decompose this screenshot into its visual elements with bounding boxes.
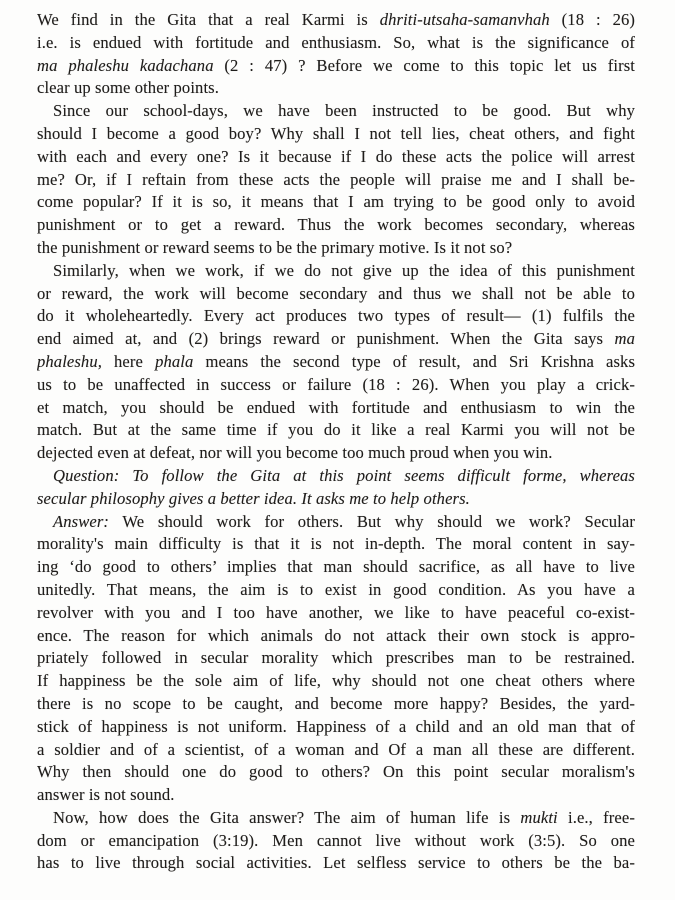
text-line bbox=[37, 739, 635, 762]
text-line bbox=[37, 625, 635, 648]
text-line bbox=[37, 670, 635, 693]
text-line bbox=[37, 328, 635, 351]
text-line bbox=[37, 237, 635, 260]
italic-text-segment: phaleshu, bbox=[37, 351, 102, 371]
italic-text-segment: Question: To follow the Gita at this point seems difficult forme, whereas bbox=[53, 465, 635, 485]
text-line bbox=[37, 397, 635, 420]
text-line bbox=[37, 488, 635, 511]
text-line bbox=[37, 579, 635, 602]
text-segment: If happiness be the sole aim of life, why should not one cheat others where bbox=[37, 671, 635, 691]
text-segment: the punishment or reward seems to be the primary motive. Is it not so? bbox=[37, 237, 513, 257]
text-segment: We find in the Gita that a real Karmi is bbox=[37, 10, 380, 29]
italic-text-segment: mukti bbox=[520, 807, 558, 827]
text-line bbox=[37, 283, 635, 306]
text-segment: (2 : 47) ? Before we come to this topic let us first bbox=[213, 55, 635, 75]
paragraph bbox=[37, 465, 635, 511]
text-line bbox=[37, 602, 635, 625]
italic-text-segment: phala bbox=[155, 351, 194, 371]
text-line bbox=[37, 77, 635, 100]
text-segment: clear up some other points. bbox=[37, 78, 219, 98]
text-segment: come popular? If it is so, it means that I am trying to be good only to avoid bbox=[37, 192, 635, 212]
text-segment: Why then should one do good to others? On this point secular moralism's bbox=[37, 762, 635, 782]
text-segment: Similarly, when we work, if we do not give up the idea of this punishment bbox=[53, 260, 635, 280]
text-segment: dom or emancipation (3:19). Men cannot live without work (3:5). So one bbox=[37, 830, 635, 850]
text-segment: i.e. is endued with fortitude and enthusiasm. So, what is the significance of bbox=[37, 32, 635, 52]
text-line bbox=[37, 830, 635, 853]
text-segment: do it wholeheartedly. Every act produces two types of result— (1) fulfils the bbox=[37, 306, 635, 326]
text-segment: ing ‘do good to others’ implies that man should sacrifice, as all have to live bbox=[37, 557, 635, 577]
text-segment: Since our school-days, we have been instructed to be good. But why bbox=[53, 101, 635, 121]
text-line bbox=[37, 123, 635, 146]
text-line bbox=[37, 351, 635, 374]
paragraph bbox=[37, 260, 635, 465]
text-segment: stick of happiness is not uniform. Happiness of a child and an old man that of bbox=[37, 716, 635, 736]
text-segment: unitedly. That means, the aim is to exist in good condition. As you have a bbox=[37, 579, 635, 599]
italic-text-segment: ma phaleshu kadachana bbox=[37, 55, 214, 75]
text-segment: with each and every one? Is it because if I do these acts the police will arrest bbox=[37, 146, 635, 166]
text-line bbox=[37, 419, 635, 442]
text-segment: punishment or to get a reward. Thus the work becomes secondary, whereas bbox=[37, 215, 635, 235]
text-segment: priately followed in secular morality which prescribes man to be restrained. bbox=[37, 648, 635, 668]
text-line bbox=[37, 716, 635, 739]
italic-text-segment: Answer: bbox=[53, 511, 110, 531]
text-line bbox=[37, 191, 635, 214]
text-line bbox=[37, 32, 635, 55]
text-line bbox=[37, 465, 635, 488]
text-line bbox=[37, 100, 635, 123]
text-segment: morality's main difficulty is that it is not in-depth. The moral content in say- bbox=[37, 534, 635, 554]
text-line bbox=[37, 556, 635, 579]
text-segment: us to be unaffected in success or failure (18 : 26). When you play a crick- bbox=[37, 374, 635, 394]
text-segment: match. But at the same time if you do it like a real Karmi you will not be bbox=[37, 420, 635, 440]
text-segment: end aimed at, and (2) brings reward or punishment. When the Gita says bbox=[37, 329, 615, 349]
paragraph bbox=[37, 807, 635, 875]
text-line bbox=[37, 146, 635, 169]
italic-text-segment: ma bbox=[614, 329, 635, 349]
page-text bbox=[37, 9, 635, 875]
paragraph bbox=[37, 9, 635, 100]
text-segment: there is no scope to be caught, and become more happy? Besides, the yard- bbox=[37, 693, 635, 713]
text-segment: dejected even at defeat, nor will you become too much proud when you win. bbox=[37, 443, 553, 463]
text-segment: here bbox=[101, 351, 156, 371]
text-line bbox=[37, 784, 635, 807]
text-segment: i.e., free- bbox=[557, 807, 635, 827]
text-segment: et match, you should be endued with fortitude and enthusiasm to win the bbox=[37, 397, 635, 417]
text-line bbox=[37, 852, 635, 875]
text-segment: We should work for others. But why should we work? Secular bbox=[109, 511, 635, 531]
text-segment: should I become a good boy? Why shall I not tell lies, cheat others, and fight bbox=[37, 123, 635, 143]
paragraph bbox=[37, 100, 635, 260]
text-line bbox=[37, 260, 635, 283]
text-line bbox=[37, 807, 635, 830]
text-segment: me? Or, if I reftain from these acts the people will praise me and I shall be- bbox=[37, 169, 635, 189]
text-segment: Now, how does the Gita answer? The aim of human life is bbox=[53, 807, 521, 827]
text-line bbox=[37, 9, 635, 32]
italic-text-segment: dhriti-utsaha-samanvhah bbox=[379, 10, 550, 29]
text-line bbox=[37, 374, 635, 397]
text-line bbox=[37, 511, 635, 534]
text-line bbox=[37, 533, 635, 556]
text-segment: has to live through social activities. Let selfless service to others be the ba- bbox=[37, 853, 635, 873]
text-line bbox=[37, 214, 635, 237]
text-segment: a soldier and of a scientist, of a woman and Of a man all these are different. bbox=[37, 739, 635, 759]
text-segment: ence. The reason for which animals do not attack their own stock is appro- bbox=[37, 625, 635, 645]
text-line bbox=[37, 647, 635, 670]
text-line bbox=[37, 169, 635, 192]
text-segment: revolver with you and I too have another, we like to have peaceful co-exist- bbox=[37, 602, 635, 622]
text-line bbox=[37, 305, 635, 328]
text-line bbox=[37, 55, 635, 78]
text-line bbox=[37, 693, 635, 716]
text-segment: or reward, the work will become secondary and thus we shall not be able to bbox=[37, 283, 635, 303]
text-line bbox=[37, 442, 635, 465]
text-line bbox=[37, 761, 635, 784]
text-segment: means the second type of result, and Sri Krishna asks bbox=[193, 351, 635, 371]
italic-text-segment: secular philosophy gives a better idea. It asks me to help others. bbox=[37, 488, 470, 508]
paragraph bbox=[37, 511, 635, 807]
text-segment: (18 : 26) bbox=[549, 10, 635, 29]
text-segment: answer is not sound. bbox=[37, 785, 175, 805]
